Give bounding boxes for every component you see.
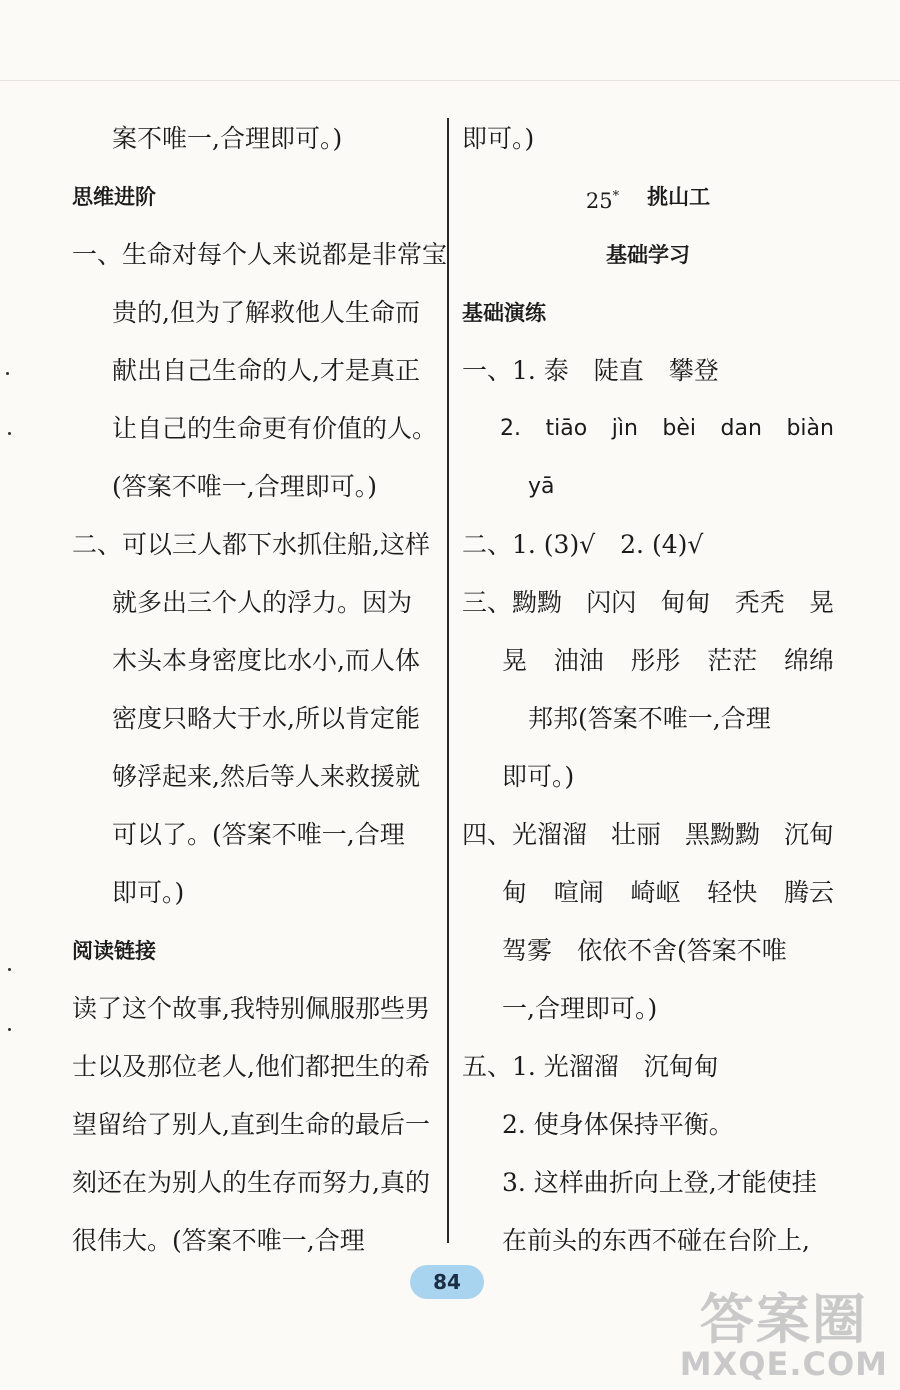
text-line: 一、生命对每个人来说都是非常宝 (72, 240, 448, 269)
text-line: 让自己的生命更有价值的人。 (112, 414, 438, 443)
pinyin: jìn (611, 416, 638, 441)
page-number-badge: 84 (410, 1265, 484, 1299)
word: 甸甸 (660, 588, 711, 617)
pinyin: dan (720, 416, 762, 441)
text-line: 二、可以三人都下水抓住船,这样 (72, 530, 430, 559)
word: 绵绵 (783, 646, 834, 675)
word: 沉甸 (783, 820, 834, 849)
answer-line (462, 574, 834, 632)
pinyin: biàn (786, 416, 834, 441)
word: 茫茫 (707, 646, 758, 675)
pinyin-row (462, 458, 834, 516)
answer-line: 邦邦(答案不唯一,合理 (528, 704, 771, 733)
text-line: 密度只略大于水,所以肯定能 (112, 704, 420, 733)
text-line: 很伟大。(答案不唯一,合理 (72, 1226, 365, 1255)
watermark (679, 1287, 888, 1384)
text-line: 木头本身密度比水小,而人体 (112, 646, 420, 675)
item-number: 2. (500, 416, 521, 441)
text-line: 望留给了别人,直到生命的最后一 (72, 1110, 430, 1139)
answer-line: 二、1. (3)√ 2. (4)√ (462, 530, 704, 559)
answer-line: 2. 使身体保持平衡。 (502, 1110, 734, 1139)
section-heading-reading: 阅读链接 (72, 939, 156, 963)
answer-line (462, 632, 834, 690)
left-column (72, 110, 448, 1270)
text-line: 献出自己生命的人,才是真正 (112, 356, 420, 385)
text-line: 案不唯一,合理即可。) (112, 124, 343, 153)
word: 喧闹 (553, 878, 604, 907)
word: 壮丽 (610, 820, 661, 849)
word: 晃 (502, 646, 528, 675)
margin-dot (6, 372, 9, 375)
answer-line: 一,合理即可。) (502, 994, 658, 1023)
text-line: 即可。) (462, 124, 535, 153)
word: 油油 (553, 646, 604, 675)
word: 秃秃 (734, 588, 785, 617)
word: 腾云 (783, 878, 834, 907)
word: 甸 (502, 878, 528, 907)
text-line: 刻还在为别人的生存而努力,真的 (72, 1168, 430, 1197)
answer-line: 即可。) (502, 762, 575, 791)
pinyin: bèi (662, 416, 697, 441)
text-line: (答案不唯一,合理即可。) (112, 472, 377, 501)
page-top-rule (0, 80, 900, 81)
pinyin: yā (528, 474, 555, 499)
answer-line (462, 864, 834, 922)
subsection-title: 基础演练 (462, 301, 546, 325)
answer-line: 在前头的东西不碰在台阶上, (502, 1226, 810, 1255)
word: 崎岖 (630, 878, 681, 907)
pinyin: tiāo (545, 416, 588, 441)
watermark-url: MXQE.COM (679, 1345, 888, 1384)
word: 轻快 (707, 878, 758, 907)
answer-line: 五、1. 光溜溜 沉甸甸 (462, 1052, 719, 1081)
margin-dot (8, 432, 11, 435)
section-title: 基础学习 (606, 243, 690, 267)
section-heading-thinking: 思维进阶 (72, 185, 156, 209)
right-column (462, 110, 834, 1270)
text-line: 够浮起来,然后等人来救援就 (112, 762, 420, 791)
margin-dot (8, 968, 11, 971)
lesson-title-text: 挑山工 (647, 185, 711, 209)
column-divider (447, 118, 449, 1243)
text-line: 读了这个故事,我特别佩服那些男 (72, 994, 430, 1023)
text-line: 士以及那位老人,他们都把生的希 (72, 1052, 430, 1081)
word: 彤彤 (630, 646, 681, 675)
answer-line: 一、1. 泰 陡直 攀登 (462, 356, 719, 385)
word: 三、黝黝 (462, 588, 563, 617)
word: 黑黝黝 (684, 820, 760, 849)
pinyin-row (462, 400, 834, 458)
answer-line: 驾雾 依依不舍(答案不唯 (502, 936, 787, 965)
lesson-title (462, 168, 834, 226)
margin-dot (8, 1028, 11, 1031)
word: 四、光溜溜 (462, 820, 588, 849)
watermark-logo-text: 答案圈 (699, 1287, 868, 1351)
word: 闪闪 (586, 588, 637, 617)
text-line: 贵的,但为了解救他人生命而 (112, 298, 420, 327)
lesson-number: 25* (585, 189, 620, 213)
text-line: 就多出三个人的浮力。因为 (112, 588, 413, 617)
text-line: 即可。) (112, 878, 185, 907)
answer-line (462, 806, 834, 864)
text-line: 可以了。(答案不唯一,合理 (112, 820, 405, 849)
answer-line: 3. 这样曲折向上登,才能使挂 (502, 1168, 817, 1197)
word: 晃 (808, 588, 834, 617)
